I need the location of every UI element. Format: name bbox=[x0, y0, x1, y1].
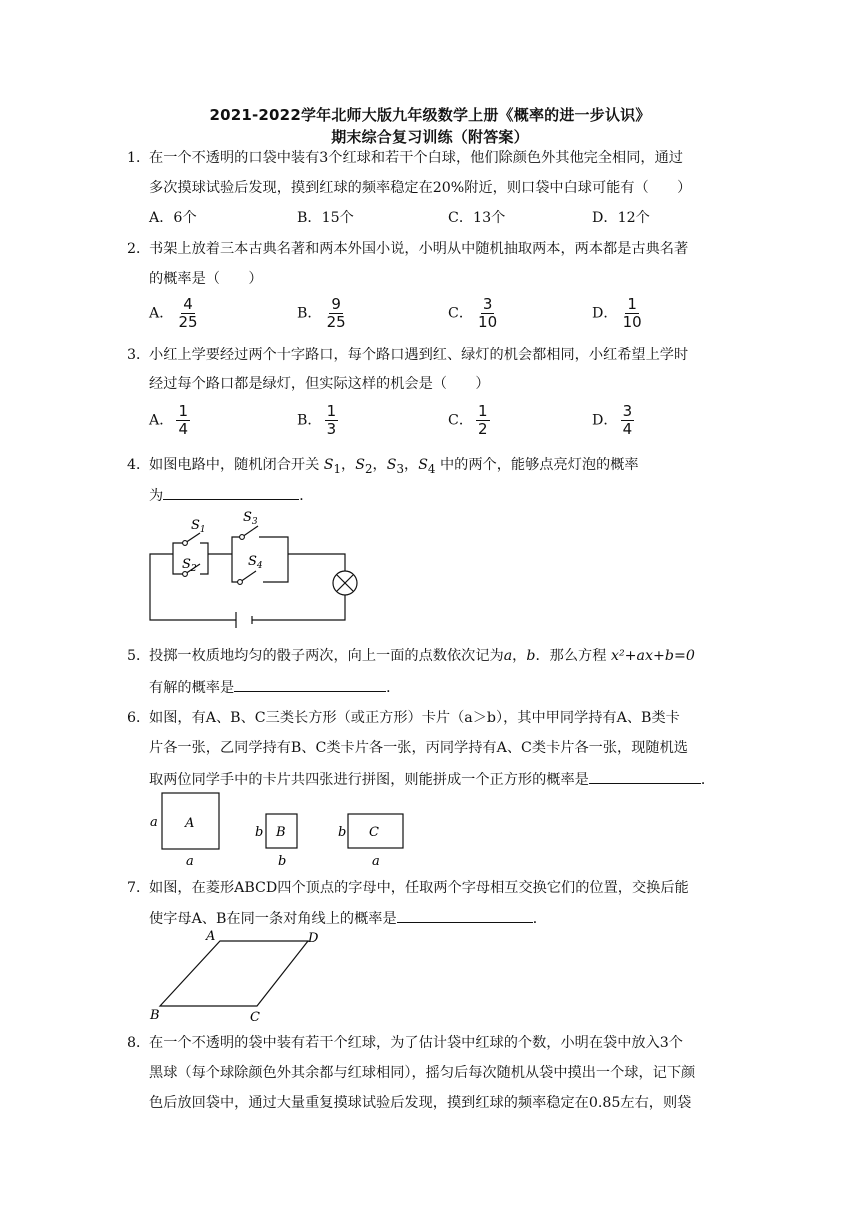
q3-option-a-label: A． bbox=[149, 412, 174, 429]
q5-answer-blank bbox=[234, 676, 386, 692]
q1-line1 bbox=[127, 148, 683, 168]
q2-option-b-fraction bbox=[325, 296, 348, 331]
q6-text-1: 如图，有A、B、C三类长方形（或正方形）卡片（a＞b），其中甲同学持有A、B类卡 bbox=[149, 710, 680, 726]
q1-line2: 多次摸球试验后发现，摸到红球的频率稳定在20%附近，则口袋中白球可能有（ ） bbox=[149, 180, 692, 196]
q2-option-b-den: 25 bbox=[326, 313, 346, 331]
q4-s1: S bbox=[323, 457, 334, 473]
card-a-side-a: a bbox=[150, 815, 158, 830]
q3-option-d-fraction bbox=[621, 403, 635, 438]
q2-option-a-num: 4 bbox=[183, 295, 193, 313]
q1-option-b: B．15个 bbox=[297, 210, 354, 226]
q2-option-d-den: 10 bbox=[622, 313, 642, 331]
q5-line1 bbox=[127, 646, 695, 666]
q3-option-c-label: C． bbox=[448, 412, 474, 429]
card-b-label: B bbox=[276, 825, 286, 840]
q3-option-a-fraction bbox=[176, 403, 190, 438]
q3-option-b-label: B． bbox=[297, 412, 322, 429]
s34-left-top bbox=[232, 537, 242, 554]
q3-option-a-den: 4 bbox=[178, 420, 188, 438]
q3-option-c bbox=[448, 403, 490, 438]
circuit-wire-bottom bbox=[252, 595, 345, 620]
q2-option-a-fraction bbox=[176, 296, 199, 331]
q6-cards-figure bbox=[140, 788, 420, 868]
q5-text-1a: 投掷一枚质地均匀的骰子两次，向上一面的点数依次记为 bbox=[149, 648, 504, 664]
label-s4: $S_4$ bbox=[248, 554, 263, 571]
q4-sep-3: ， bbox=[403, 457, 419, 473]
q3-text-1: 小红上学要经过两个十字路口，每个路口遇到红、绿灯的机会都相同，小红希望上学时 bbox=[149, 347, 689, 363]
q2-option-c-fraction bbox=[476, 296, 499, 331]
q1-option-d: D．12个 bbox=[592, 210, 650, 226]
q2-line2: 的概率是（ ） bbox=[149, 271, 263, 287]
q3-option-b-num: 1 bbox=[326, 402, 337, 420]
q5-text-1b: ．那么方程 bbox=[535, 648, 607, 664]
card-a-bottom-a: a bbox=[186, 854, 194, 868]
switch-s4-contact bbox=[238, 580, 243, 585]
q4-s4-sub: 4 bbox=[427, 461, 436, 476]
q2-option-d-label: D． bbox=[592, 305, 618, 322]
q3-option-c-den: 2 bbox=[478, 420, 488, 438]
q7-end: ． bbox=[532, 911, 547, 927]
q5-text-2: 有解的概率是 bbox=[149, 680, 235, 696]
q4-s1-sub: 1 bbox=[333, 461, 342, 476]
q2-option-c bbox=[448, 296, 499, 331]
q5-line2 bbox=[149, 676, 400, 698]
q3-option-d-den: 4 bbox=[622, 420, 633, 438]
card-c-side-b: b bbox=[338, 825, 347, 840]
q2-option-b-num: 9 bbox=[331, 295, 341, 313]
label-s3: $S_3$ bbox=[243, 510, 258, 527]
s34-left-bottom bbox=[232, 554, 240, 582]
circuit-wire-right bbox=[288, 554, 345, 571]
q4-text-2: 为 bbox=[149, 488, 164, 504]
q2-option-a bbox=[149, 296, 200, 331]
q4-answer-blank bbox=[163, 484, 299, 500]
q4-s3: S bbox=[386, 457, 397, 473]
q5-number: 5． bbox=[127, 648, 151, 664]
q4-number: 4． bbox=[127, 457, 151, 473]
vertex-a-label: A bbox=[206, 929, 216, 944]
card-b-bottom-b: b bbox=[278, 854, 287, 868]
q3-option-b-den: 3 bbox=[326, 420, 337, 438]
q1-option-c: C．13个 bbox=[448, 210, 506, 226]
q2-option-c-den: 10 bbox=[478, 313, 498, 331]
switch-s1-contact bbox=[183, 541, 188, 546]
q2-option-c-label: C． bbox=[448, 305, 474, 322]
q3-option-c-num: 1 bbox=[478, 402, 488, 420]
q3-option-d bbox=[592, 403, 634, 438]
q4-s3-sub: 3 bbox=[396, 461, 404, 476]
q6-answer-blank bbox=[589, 768, 701, 784]
doc-title-line2: 期末综合复习训练（附答案） bbox=[331, 128, 529, 146]
q7-rhombus-figure bbox=[140, 924, 340, 1026]
vertex-d-label: D bbox=[308, 931, 319, 946]
q7-number: 7． bbox=[127, 880, 151, 896]
q3-option-b-fraction bbox=[325, 403, 339, 438]
q3-line2: 经过每个路口都是绿灯，但实际这样的机会是（ ） bbox=[149, 376, 490, 392]
q8-line1 bbox=[127, 1033, 683, 1053]
q1-text-1: 在一个不透明的口袋中装有3个红球和若干个白球，他们除颜色外其他完全相同，通过 bbox=[149, 150, 683, 166]
card-b-side-b: b bbox=[255, 825, 264, 840]
rhombus-abcd bbox=[160, 941, 308, 1006]
q3-option-a bbox=[149, 403, 190, 438]
q6-text-3: 取两位同学手中的卡片共四张进行拼图，则能拼成一个正方形的概率是 bbox=[149, 772, 589, 788]
q2-line1 bbox=[127, 239, 688, 259]
q4-text-1a: 如图电路中，随机闭合开关 bbox=[149, 457, 320, 473]
q3-option-b bbox=[297, 403, 338, 438]
q4-s2-sub: 2 bbox=[364, 461, 373, 476]
doc-title-line1: 2021-2022学年北师大版九年级数学上册《概率的进一步认识》 bbox=[209, 106, 651, 124]
q7-answer-blank bbox=[397, 907, 533, 923]
s12-right bbox=[200, 543, 208, 574]
q3-number: 3． bbox=[127, 347, 151, 363]
q8-text-1: 在一个不透明的袋中装有若干个红球，为了估计袋中红球的个数，小明在袋中放入3个 bbox=[149, 1035, 683, 1051]
q5-var-b: b bbox=[526, 648, 536, 664]
q4-s2: S bbox=[355, 457, 365, 473]
card-c-bottom-a: a bbox=[372, 854, 380, 868]
q2-option-d-num: 1 bbox=[627, 295, 637, 313]
q6-end: ． bbox=[700, 772, 716, 788]
q4-line1 bbox=[127, 455, 639, 479]
q2-text-1: 书架上放着三本古典名著和两本外国小说，小明从中随机抽取两本，两本都是古典名著 bbox=[149, 241, 689, 257]
switch-s2-contact bbox=[183, 572, 188, 577]
q5-equation: x²+ax+b=0 bbox=[610, 648, 695, 664]
q7-line1 bbox=[127, 878, 689, 898]
q4-circuit-figure bbox=[140, 502, 370, 632]
q1-number: 1． bbox=[127, 150, 151, 166]
q3-option-a-num: 1 bbox=[178, 402, 188, 420]
q7-text-1: 如图，在菱形ABCD四个顶点的字母中，任取两个字母相互交换它们的位置，交换后能 bbox=[149, 880, 689, 896]
q4-s4: S bbox=[418, 457, 428, 473]
label-s2: $S_2$ bbox=[182, 557, 197, 574]
q1-option-a: A．6个 bbox=[149, 210, 197, 226]
q5-var-a: a bbox=[503, 648, 513, 664]
q5-end: ． bbox=[386, 680, 401, 696]
q2-option-b-label: B． bbox=[297, 305, 322, 322]
q4-sep-1: ， bbox=[341, 457, 356, 473]
q6-line2: 片各一张，乙同学持有B、C类卡片各一张，丙同学持有A、C类卡片各一张，现随机选 bbox=[149, 740, 688, 756]
q2-option-b bbox=[297, 296, 348, 331]
q4-text-1b: 中的两个，能够点亮灯泡的概率 bbox=[439, 457, 639, 473]
q8-line3: 色后放回袋中，通过大量重复摸球试验后发现，摸到红球的频率稳定在0.85左右，则袋 bbox=[149, 1095, 692, 1111]
q2-option-d bbox=[592, 296, 644, 331]
vertex-b-label: B bbox=[150, 1008, 160, 1023]
q3-option-d-num: 3 bbox=[622, 402, 633, 420]
vertex-c-label: C bbox=[250, 1010, 260, 1025]
q6-line1 bbox=[127, 708, 680, 728]
label-s1: $S_1$ bbox=[191, 518, 206, 535]
q2-option-a-den: 25 bbox=[178, 313, 198, 331]
q4-sep-2: ， bbox=[372, 457, 387, 473]
switch-s3-contact bbox=[240, 535, 245, 540]
q5-comma: ， bbox=[512, 648, 527, 664]
q6-number: 6． bbox=[127, 710, 151, 726]
q3-option-c-fraction bbox=[476, 403, 490, 438]
q2-option-d-fraction bbox=[621, 296, 644, 331]
s34-right bbox=[259, 537, 288, 582]
q2-number: 2． bbox=[127, 241, 151, 257]
q6-line3 bbox=[149, 768, 715, 790]
q4-end: ． bbox=[299, 488, 314, 504]
q7-text-2: 使字母A、B在同一条对角线上的概率是 bbox=[149, 911, 397, 927]
card-a-label: A bbox=[185, 816, 195, 831]
q2-option-a-label: A． bbox=[149, 305, 174, 322]
q2-option-c-num: 3 bbox=[482, 295, 493, 313]
q8-line2: 黑球（每个球除颜色外其余都与红球相同），摇匀后每次随机从袋中摸出一个球，记下颜 bbox=[149, 1065, 696, 1081]
q3-option-d-label: D． bbox=[592, 412, 618, 429]
card-c-label: C bbox=[369, 825, 379, 840]
q8-number: 8． bbox=[127, 1035, 151, 1051]
q3-line1 bbox=[127, 345, 688, 365]
